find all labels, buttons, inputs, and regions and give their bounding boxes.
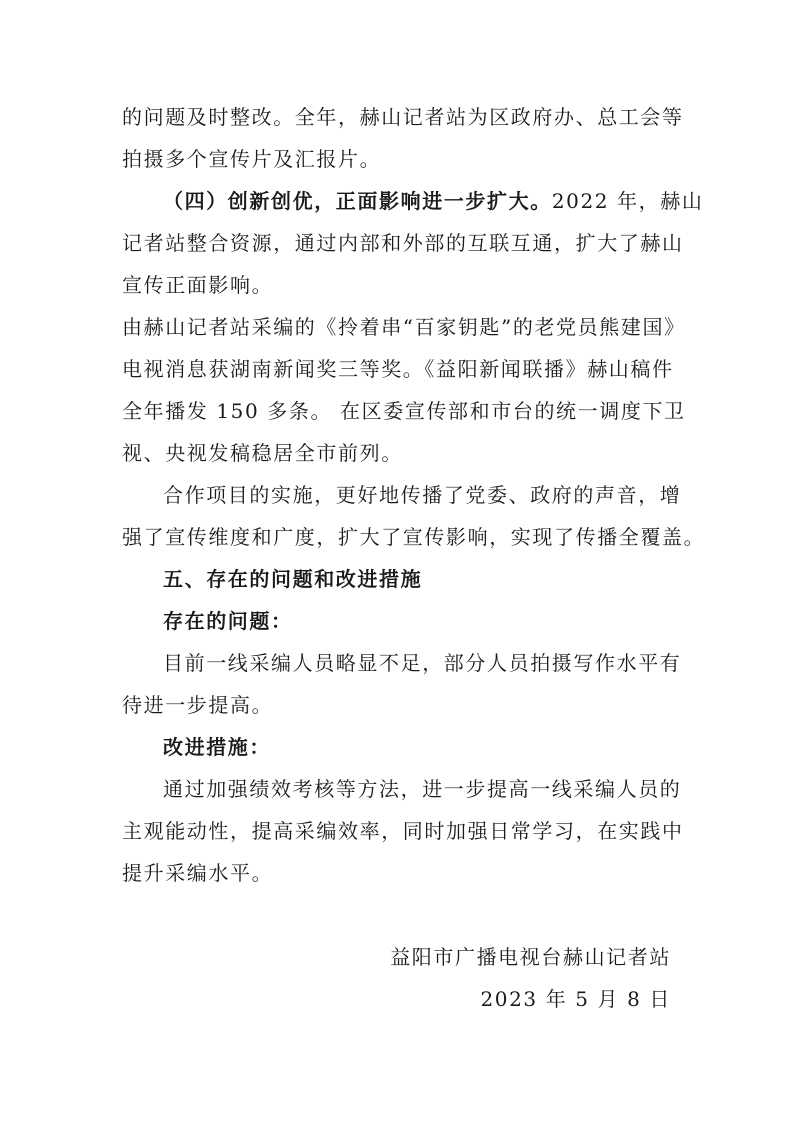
signature-date: 2023 年 5 月 8 日	[480, 987, 671, 1011]
paragraph-line: 合作项目的实施，更好地传播了党委、政府的声音，增	[163, 483, 682, 507]
paragraph-line: 宣传正面影响。	[122, 273, 274, 297]
paragraph-line: 记者站整合资源，通过内部和外部的互联互通，扩大了赫山	[122, 231, 684, 255]
paragraph-line: 主观能动性，提高采编效率，同时加强日常学习，在实践中	[122, 819, 684, 843]
paragraph-line: 通过加强绩效考核等方法，进一步提高一线采编人员的	[163, 777, 682, 801]
section-four-line	[163, 188, 703, 214]
paragraph-line: 待进一步提高。	[122, 693, 274, 717]
measures-subheading: 改进措施：	[163, 735, 271, 759]
paragraph-line: 拍摄多个宣传片及汇报片。	[122, 147, 382, 171]
paragraph-line: 由赫山记者站采编的《拎着串“百家钥匙”的老党员熊建国》	[122, 315, 686, 339]
section-five-heading: 五、存在的问题和改进措施	[163, 567, 423, 591]
paragraph-text: 2022 年，赫山	[551, 189, 704, 213]
paragraph-line: 视、央视发稿稳居全市前列。	[122, 441, 403, 465]
paragraph-line: 目前一线采编人员略显不足，部分人员拍摄写作水平有	[163, 651, 682, 675]
paragraph-line: 的问题及时整改。全年，赫山记者站为区政府办、总工会等	[122, 105, 684, 129]
problems-subheading: 存在的问题：	[163, 609, 293, 633]
signature-org: 益阳市广播电视台赫山记者站	[390, 945, 671, 969]
paragraph-line: 提升采编水平。	[122, 861, 274, 885]
paragraph-line: 电视消息获湖南新闻奖三等奖。《益阳新闻联播》赫山稿件	[122, 357, 674, 381]
paragraph-line: 强了宣传维度和广度，扩大了宣传影响，实现了传播全覆盖。	[122, 525, 706, 549]
paragraph-line: 全年播发 150 多条。 在区委宣传部和市台的统一调度下卫	[122, 399, 686, 423]
section-four-heading: （四）创新创优，正面影响进一步扩大。	[163, 189, 552, 213]
